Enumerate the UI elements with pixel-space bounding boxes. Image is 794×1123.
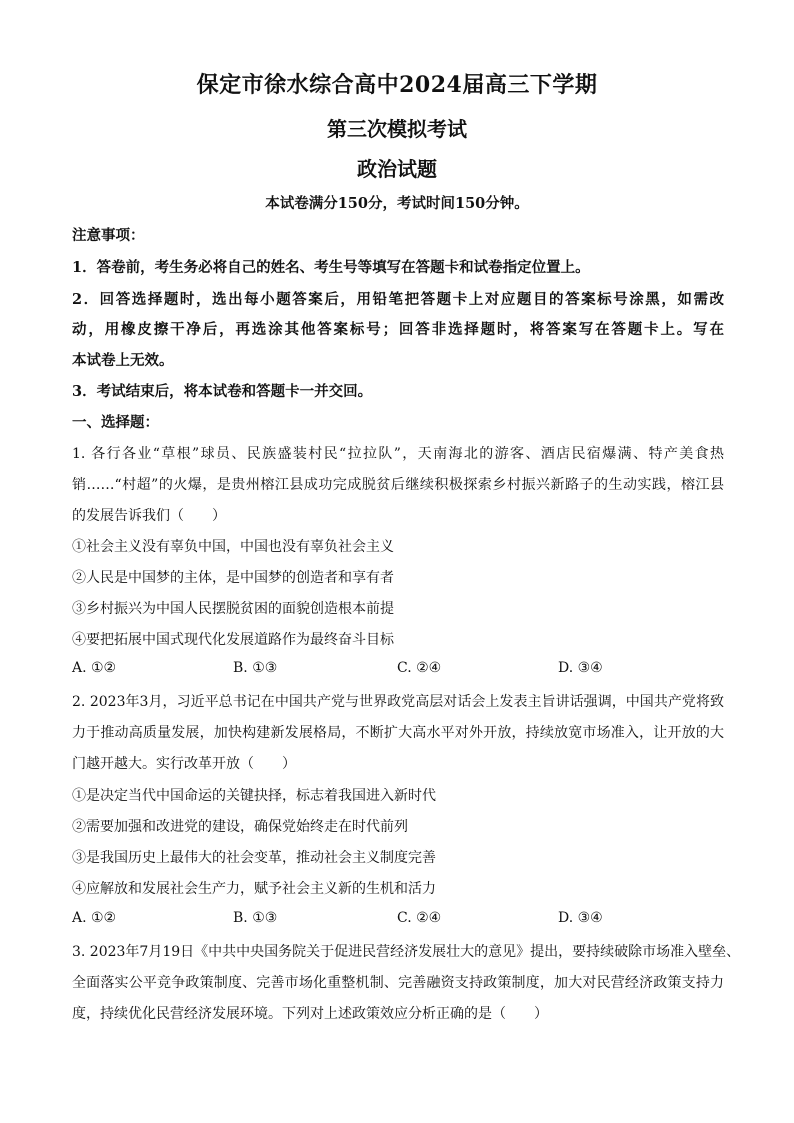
- q2-option-c: C. ②④: [397, 910, 442, 926]
- q1-statement-1: ①社会主义没有辜负中国，中国也没有辜负社会主义: [72, 539, 394, 555]
- q1-statement-2: ②人民是中国梦的主体，是中国梦的创造者和享有者: [72, 570, 394, 586]
- q2-option-a: A. ①②: [72, 910, 117, 926]
- notice-item-2-line-2: 动，用橡皮擦干净后，再选涂其他答案标号；回答非选择题时，将答案写在答题卡上。写在: [72, 321, 724, 338]
- notice-item-2-line-1: 2．回答选择题时，选出每小题答案后，用铅笔把答题卡上对应题目的答案标号涂黑，如需改: [72, 291, 724, 308]
- section-heading-choice: 一、选择题：: [72, 414, 159, 431]
- q1-option-d: D. ③④: [558, 660, 603, 676]
- q3-stem-line-3: 度，持续优化民营经济发展环境。下列对上述政策效应分析正确的是（ ）: [72, 1006, 548, 1022]
- q1-stem-line-3: 的发展告诉我们（ ）: [72, 508, 226, 524]
- q2-stem-line-3: 门越开越大。实行改革开放（ ）: [72, 756, 296, 772]
- q1-stem-line-2: 销……“村超”的火爆，是贵州榕江县成功完成脱贫后继续积极探索乡村振兴新路子的生动实践，榕江县: [72, 477, 724, 493]
- notice-item-1: 1．答卷前，考生务必将自己的姓名、考生号等填写在答题卡和试卷指定位置上。: [72, 259, 590, 276]
- q2-option-b: B. ①③: [233, 910, 278, 926]
- q2-statement-4: ④应解放和发展社会生产力，赋予社会主义新的生机和活力: [72, 881, 436, 897]
- notice-heading: 注意事项：: [72, 227, 145, 244]
- q1-statement-3: ③乡村振兴为中国人民摆脱贫困的面貌创造根本前提: [72, 601, 394, 617]
- q3-stem-line-2: 全面落实公平竞争政策制度、完善市场化重整机制、完善融资支持政策制度，加大对民营经济政策支持力: [72, 975, 724, 991]
- q2-statement-1: ①是决定当代中国命运的关键抉择，标志着我国进入新时代: [72, 788, 436, 804]
- notice-item-3: 3．考试结束后，将本试卷和答题卡一并交回。: [72, 383, 373, 400]
- q1-option-b: B. ①③: [233, 660, 278, 676]
- q2-stem-line-2: 力于推动高质量发展，加快构建新发展格局，不断扩大高水平对外开放，持续放宽市场准入，让开放的大: [72, 725, 724, 741]
- q2-statement-3: ③是我国历史上最伟大的社会变革，推动社会主义制度完善: [72, 850, 436, 866]
- q1-option-c: C. ②④: [397, 660, 442, 676]
- exam-title-subject: 政治试题: [357, 157, 437, 181]
- q2-statement-2: ②需要加强和改进党的建设，确保党始终走在时代前列: [72, 819, 408, 835]
- exam-title-school: 保定市徐水综合高中2024届高三下学期: [196, 72, 598, 98]
- exam-title-round: 第三次模拟考试: [327, 117, 467, 141]
- q1-stem-line-1: 1. 各行各业“草根”球员、民族盛装村民“拉拉队”，天南海北的游客、酒店民宿爆满、特产美食热: [72, 446, 724, 462]
- q2-option-d: D. ③④: [558, 910, 603, 926]
- q1-statement-4: ④要把拓展中国式现代化发展道路作为最终奋斗目标: [72, 632, 394, 648]
- exam-info: 本试卷满分150分，考试时间150分钟。: [265, 195, 529, 212]
- q1-option-a: A. ①②: [72, 660, 117, 676]
- q2-stem-line-1: 2. 2023年3月，习近平总书记在中国共产党与世界政党高层对话会上发表主旨讲话强调，中国共产党将致: [72, 694, 724, 710]
- q3-stem-line-1: 3. 2023年7月19日《中共中央国务院关于促进民营经济发展壮大的意见》提出，要持续破除市场准入壁垒、: [72, 944, 741, 960]
- notice-item-2-line-3: 本试卷上无效。: [72, 352, 174, 369]
